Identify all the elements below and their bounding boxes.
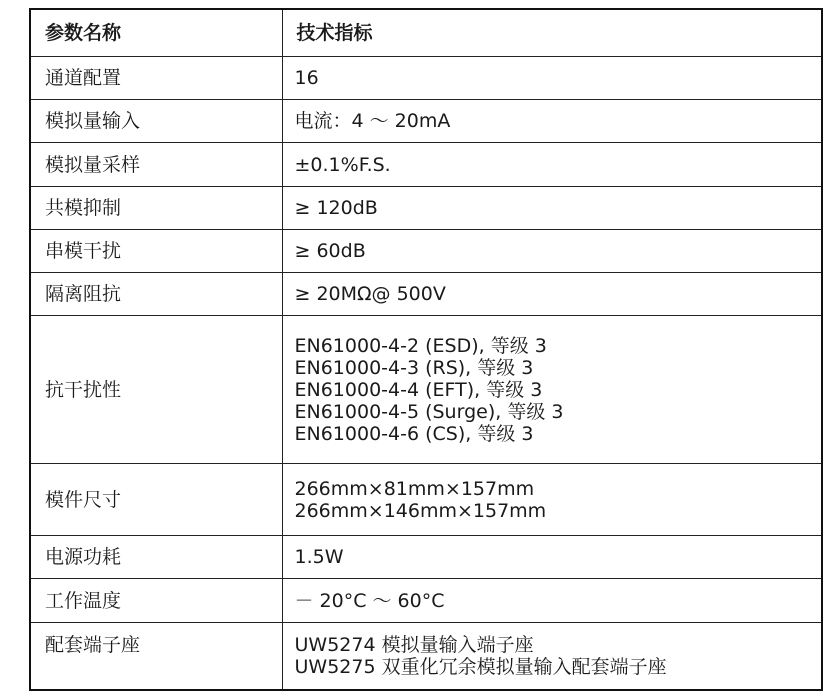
value-line: 266mm×81mm×157mm	[294, 477, 535, 500]
value-line: UW5274 模拟量输入端子座	[294, 633, 534, 656]
value-line: 16	[294, 67, 319, 89]
table-row	[30, 623, 822, 690]
row-param: 电源功耗	[30, 536, 282, 579]
value-line: UW5275 双重化冗余模拟量输入配套端子座	[294, 655, 667, 678]
row-param: 通道配置	[30, 57, 282, 100]
table-row	[30, 230, 822, 273]
value-line: 电流：4 ～ 20mA	[294, 110, 451, 132]
row-value	[282, 100, 822, 143]
value-line: ≥ 120dB	[294, 197, 378, 219]
row-param: 模件尺寸	[30, 464, 282, 536]
table-row	[30, 100, 822, 143]
row-param: 配套端子座	[30, 623, 282, 690]
table-row	[30, 579, 822, 623]
table-row	[30, 536, 822, 579]
header-spec: 技术指标	[282, 9, 822, 57]
value-line: 266mm×146mm×157mm	[294, 499, 547, 522]
row-value	[282, 143, 822, 187]
row-value	[282, 316, 822, 464]
value-line: 1.5W	[294, 546, 344, 568]
row-value	[282, 273, 822, 316]
value-line: ±0.1%F.S.	[294, 153, 391, 176]
value-line: － 20°C ～ 60°C	[294, 589, 445, 612]
row-param: 隔离阻抗	[30, 273, 282, 316]
header-param: 参数名称	[30, 9, 282, 57]
header-row	[30, 9, 822, 57]
row-value	[282, 464, 822, 536]
row-param: 抗干扰性	[30, 316, 282, 464]
value-line: EN61000-4-6 (CS), 等级 3	[294, 422, 534, 445]
value-line: EN61000-4-4 (EFT), 等级 3	[294, 378, 543, 401]
row-param: 串模干扰	[30, 230, 282, 273]
row-param: 共模抑制	[30, 187, 282, 230]
table-row	[30, 273, 822, 316]
row-param: 模拟量输入	[30, 100, 282, 143]
table-row	[30, 316, 822, 464]
value-line: EN61000-4-5 (Surge), 等级 3	[294, 400, 564, 423]
row-value	[282, 187, 822, 230]
spec-table	[29, 8, 823, 691]
value-line: EN61000-4-3 (RS), 等级 3	[294, 356, 534, 379]
row-value	[282, 536, 822, 579]
row-value	[282, 57, 822, 100]
value-line: ≥ 20MΩ@ 500V	[294, 283, 446, 305]
row-param: 模拟量采样	[30, 143, 282, 187]
row-value	[282, 230, 822, 273]
value-line: EN61000-4-2 (ESD), 等级 3	[294, 334, 547, 357]
row-param: 工作温度	[30, 579, 282, 623]
table-row	[30, 143, 822, 187]
row-value	[282, 623, 822, 690]
row-value	[282, 579, 822, 623]
table-row	[30, 464, 822, 536]
table-row	[30, 57, 822, 100]
value-line: ≥ 60dB	[294, 240, 366, 262]
table-row	[30, 187, 822, 230]
